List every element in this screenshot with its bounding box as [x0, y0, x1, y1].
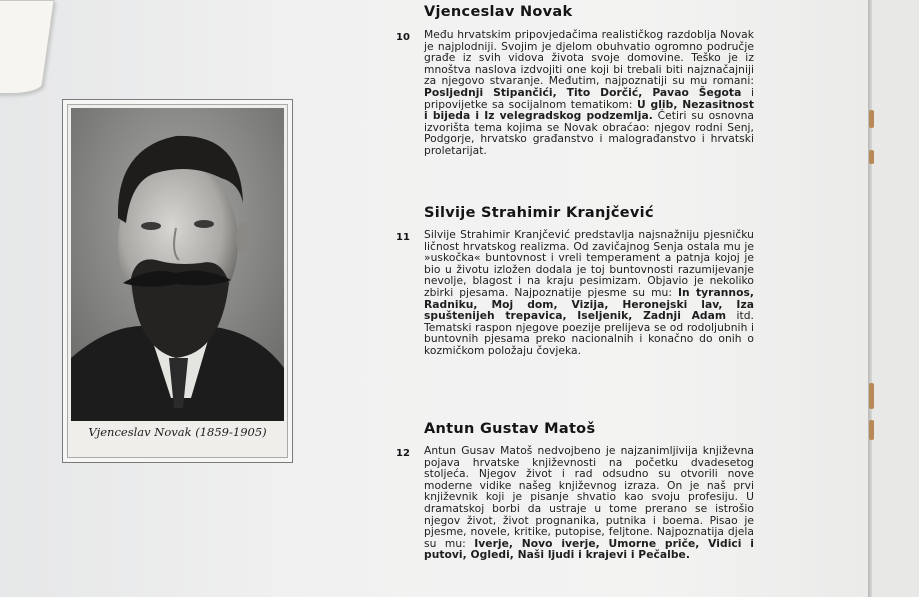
portrait-card	[67, 104, 288, 458]
entry-text-novak	[424, 29, 754, 157]
folded-paper-corner	[0, 0, 55, 94]
entry-number-12: 12	[396, 448, 410, 459]
staple	[869, 420, 874, 440]
staple	[869, 110, 874, 128]
text-run: itd. Tematski raspon njegove poezije prelijeva se od rodoljubnih i buntovnih pjesama preko nacionalnih i konačno do onih o kozmičkom položaju čovjeka.	[424, 309, 754, 357]
entry-title-novak: Vjenceslav Novak	[424, 4, 573, 20]
bold-title-run: Posljednji Stipančići, Tito Dorčić, Pavao Šegota	[424, 85, 742, 99]
text-run: Silvije Strahimir Kranjčević predstavlja najsnažniju pjesničku ličnost hrvatskog realizma. Od zavičajnog Senja ostala mu je »uskočka« buntovnost i vreli temperament a patnja kojoj je bio u životu izložen dodala je toj buntovnosti razumijevanje nevolje, blagost i na kraju pesimizam. Objavio je nekoliko zbirki pjesama. Najpoznatije pjesme su mu:	[424, 228, 754, 299]
portrait-photo	[71, 108, 284, 421]
entry-text-kranjcevic	[424, 229, 754, 357]
entry-number-11: 11	[396, 232, 410, 243]
entry-text-matos	[424, 445, 754, 561]
next-page-edge	[872, 0, 919, 597]
bold-title-run: Iverje, Novo iverje, Umorne priče, Vidici i putovi, Ogledi, Naši ljudi i krajevi i Pečalbe.	[424, 536, 754, 562]
entry-title-kranjcevic: Silvije Strahimir Kranjčević	[424, 205, 654, 221]
staple	[869, 383, 874, 409]
text-run: Četiri su osnovna izvorišta tema kojima se Novak obraćao: njegov rodni Senj, Podgorje, hrvatsko građanstvo i malograđanstvo i hrvatski proletarijat.	[424, 109, 755, 157]
text-run: i pripovijetke sa socijalnom tematikom:	[424, 85, 754, 111]
bold-title-run: In tyrannos, Radniku, Moj dom, Vizija, Heronejski lav, Iza spuštenijeh trepavica, Iseljenik, Zadnji Adam	[424, 285, 754, 323]
portrait-caption: Vjenceslav Novak (1859-1905)	[88, 425, 267, 439]
bold-title-run: U glib, Nezasitnost i bijeda i Iz velegradskog podzemlja.	[424, 97, 754, 123]
text-run: Antun Gusav Matoš nedvojbeno je najzanimljivija književna pojava hrvatske književnosti na početku dvadesetog stoljeća. Njegov život i rad odsudno su otvorili nove moderne vidike našeg književnog izraza. On je naš prvi književnik koji je pisanje shvatio kao svoju profesiju. U dramatskoj borbi da ustraje u tome prerano se istrošio njegov život, život prognanika, putnika i boema. Pisao je pjesme, novele, kritike, putopise, feljtone. Najpoznatija djela su mu:	[424, 444, 754, 550]
entry-number-10: 10	[396, 32, 410, 43]
entry-title-matos: Antun Gustav Matoš	[424, 421, 596, 437]
text-run: Među hrvatskim pripovjedačima realističkog razdoblja Novak je najplodniji. Svojim je djelom obuhvatio ogromno područje građe iz svih vidova života svoje domovine. Teško je iz mnoštva naslova izdvojiti one koji bi trebali biti najznačajniji za njegovo stvaranje. Međutim, najpoznatiji su mu romani:	[424, 28, 754, 88]
portrait-frame	[62, 99, 293, 463]
staple	[869, 150, 874, 164]
